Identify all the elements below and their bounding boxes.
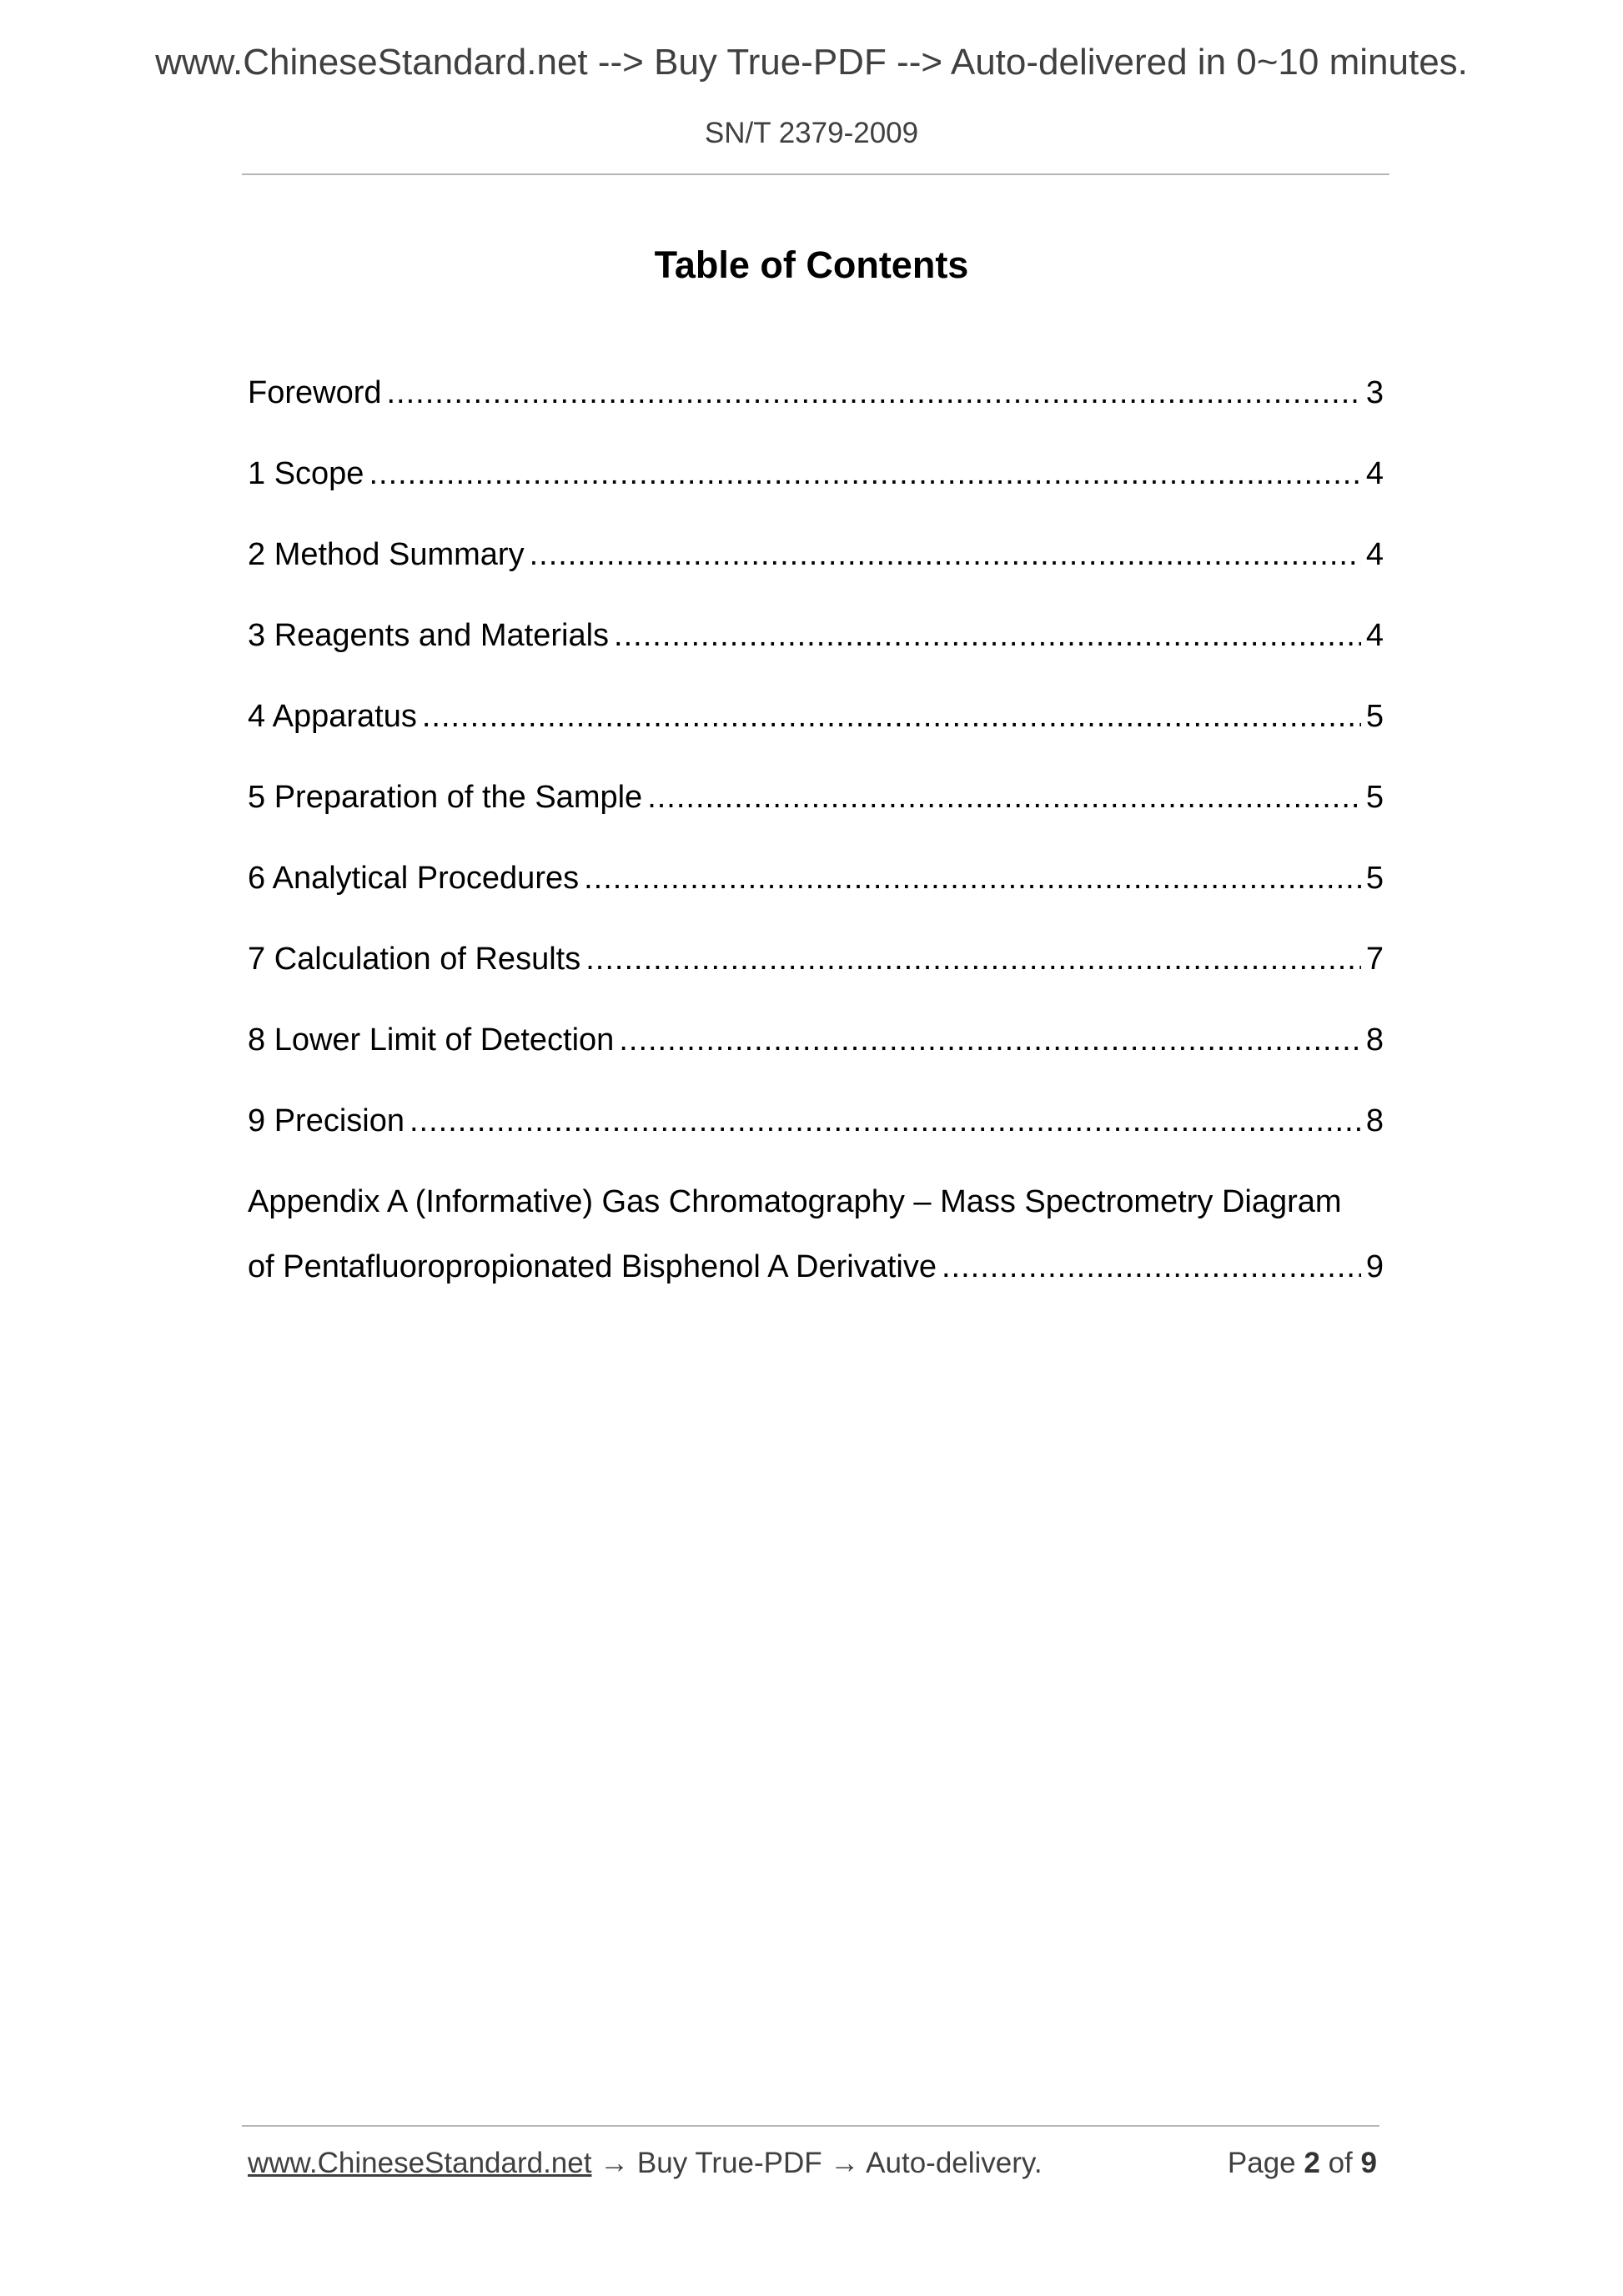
dot-leader <box>387 375 1361 411</box>
toc-entry-preparation-of-sample[interactable] <box>248 780 1384 861</box>
toc-entry-page: 4 <box>1365 618 1384 653</box>
toc-entry-label: 1 Scope <box>248 456 364 491</box>
toc-entry-page: 8 <box>1365 1022 1384 1058</box>
toc-entry-analytical-procedures[interactable] <box>248 861 1384 942</box>
toc-entry-calculation-of-results[interactable] <box>248 942 1384 1022</box>
toc-entry-reagents-and-materials[interactable] <box>248 618 1384 699</box>
toc-entry-page: 3 <box>1365 375 1384 410</box>
toc-entry-label: 5 Preparation of the Sample <box>248 780 643 815</box>
dot-leader <box>530 537 1361 573</box>
current-page-number: 2 <box>1304 2147 1320 2179</box>
toc-entry-lower-limit-of-detection[interactable] <box>248 1022 1384 1103</box>
toc-entry-foreword[interactable] <box>248 375 1384 456</box>
dot-leader <box>422 699 1361 735</box>
dot-leader <box>619 1022 1361 1058</box>
toc-entry-appendix-a[interactable] <box>248 1184 1384 1318</box>
toc-entry-label-line1 <box>248 1184 1384 1249</box>
toc-entry-page: 8 <box>1365 1103 1384 1138</box>
toc-entry-scope[interactable] <box>248 456 1384 537</box>
toc-entry-page: 9 <box>1365 1249 1384 1284</box>
toc-entry-page: 4 <box>1365 537 1384 572</box>
page-word: Page <box>1227 2147 1296 2179</box>
dot-leader <box>647 780 1361 816</box>
dot-leader <box>410 1103 1361 1139</box>
dot-leader <box>585 942 1361 977</box>
toc-entry-label: 2 Method Summary <box>248 537 525 572</box>
toc-entry-label: 6 Analytical Procedures <box>248 861 580 896</box>
table-of-contents <box>248 375 1384 1318</box>
toc-entry-label: 8 Lower Limit of Detection <box>248 1022 615 1058</box>
footer-left <box>248 2147 1043 2180</box>
dot-leader <box>942 1249 1361 1285</box>
page-footer <box>248 2147 1382 2188</box>
toc-entry-page: 4 <box>1365 456 1384 491</box>
page-indicator <box>1228 2147 1377 2180</box>
toc-entry-page: 5 <box>1365 780 1384 815</box>
toc-entry-method-summary[interactable] <box>248 537 1384 618</box>
toc-entry-page: 5 <box>1365 699 1384 734</box>
toc-entry-precision[interactable] <box>248 1103 1384 1184</box>
toc-entry-label: 4 Apparatus <box>248 699 417 734</box>
toc-entry-label: 9 Precision <box>248 1103 404 1138</box>
header-divider <box>242 173 1389 175</box>
toc-entry-label-line2: of Pentafluoropropionated Bisphenol A Derivative <box>248 1249 937 1284</box>
toc-entry-page: 5 <box>1365 861 1384 896</box>
toc-title: Table of Contents <box>654 244 969 286</box>
toc-entry-page: 7 <box>1365 942 1384 977</box>
dot-leader <box>369 456 1360 492</box>
toc-entry-label: Foreword <box>248 375 382 410</box>
toc-entry-apparatus[interactable] <box>248 699 1384 780</box>
site-link[interactable]: www.ChineseStandard.net <box>248 2147 592 2179</box>
appendix-title-line1: Appendix A (Informative) Gas Chromatography – Mass Spectrometry Diagram <box>248 1184 1342 1219</box>
footer-tagline: → Buy True-PDF → Auto-delivery. <box>600 2147 1043 2179</box>
dot-leader <box>614 618 1361 654</box>
toc-entry-label: 3 Reagents and Materials <box>248 618 610 653</box>
top-banner: www.ChineseStandard.net --> Buy True-PDF --> Auto-delivered in 0~10 minutes. <box>155 42 1468 83</box>
of-word: of <box>1328 2147 1353 2179</box>
toc-entry-label: 7 Calculation of Results <box>248 942 581 977</box>
dot-leader <box>584 861 1361 897</box>
document-number: SN/T 2379-2009 <box>704 117 919 149</box>
footer-divider <box>242 2125 1379 2127</box>
total-pages-number: 9 <box>1360 2147 1377 2179</box>
